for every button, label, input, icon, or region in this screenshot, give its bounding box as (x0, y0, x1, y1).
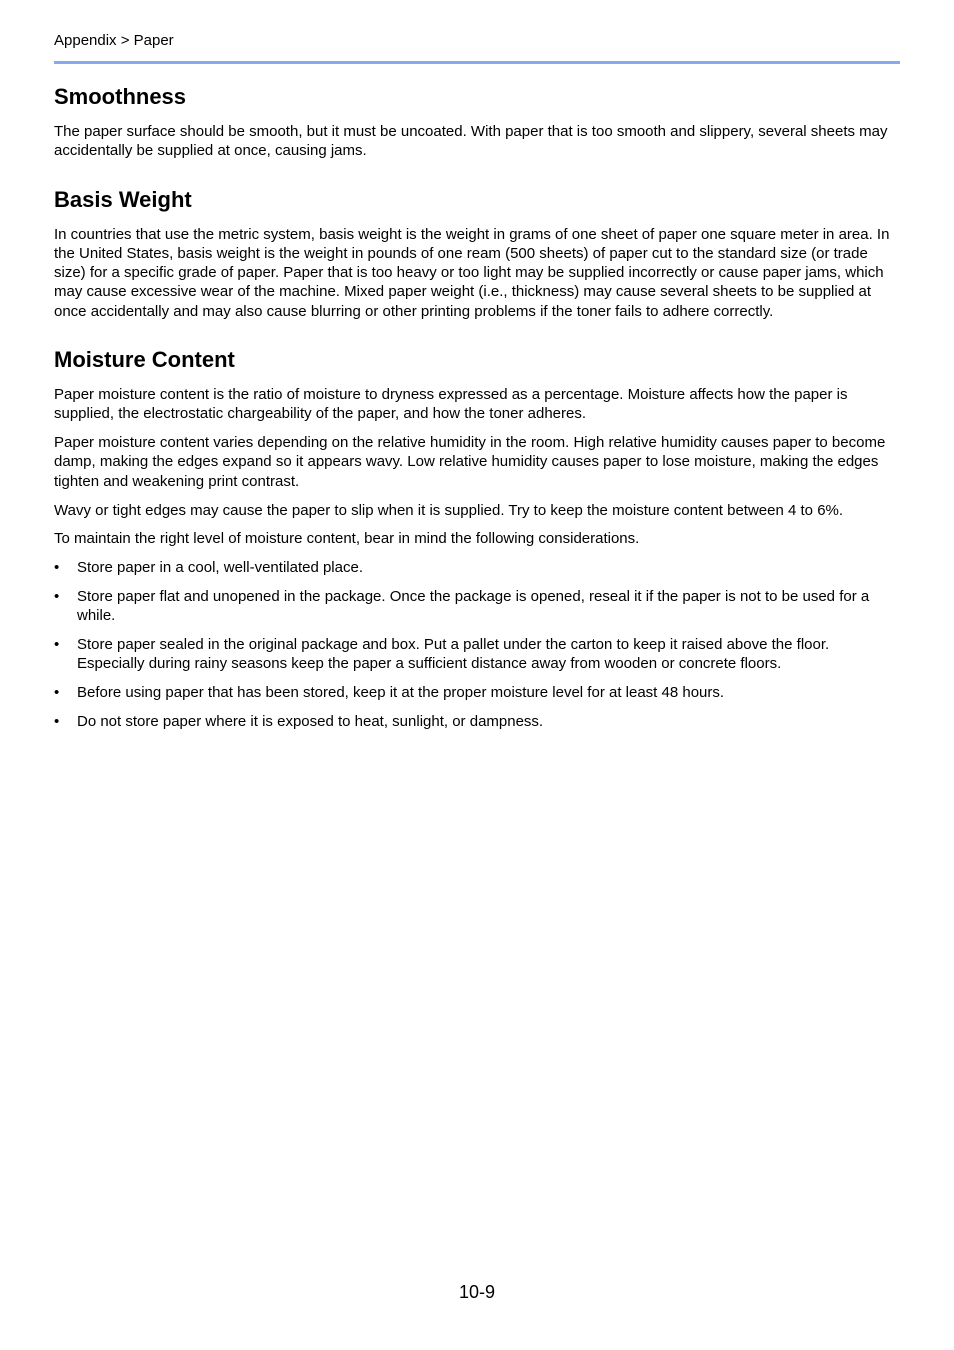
list-item-text: Before using paper that has been stored, keep it at the proper moisture level for at least 48 hours. (77, 684, 725, 702)
list-item (54, 558, 900, 577)
list-item-text: Store paper flat and unopened in the package. Once the package is opened, reseal it if the paper is not to be used for a while. (77, 587, 870, 625)
bullet-icon: • (54, 587, 60, 605)
section-heading: Basis Weight (54, 186, 192, 212)
paragraph: The paper surface should be smooth, but it must be uncoated. With paper that is too smooth and slippery, several sheets may accidentally be supplied at once, causing jams. (54, 123, 888, 160)
list-item-text: Store paper sealed in the original package and box. Put a pallet under the carton to keep it raised above the floor. Especially during rainy seasons keep the paper a sufficient distance away from wooden or concrete floors. (77, 636, 830, 673)
section-heading: Smoothness (54, 84, 187, 109)
list-item-text: Do not store paper where it is exposed to heat, sunlight, or dampness. (77, 712, 544, 730)
page-number: 10-9 (458, 1282, 496, 1302)
paragraph: To maintain the right level of moisture content, bear in mind the following considerations. (54, 530, 640, 548)
header-divider (54, 61, 900, 64)
list-item (54, 683, 900, 702)
section-heading: Moisture Content (54, 347, 235, 373)
section-smoothness (54, 84, 900, 161)
paragraph: Wavy or tight edges may cause the paper to slip when it is supplied. Try to keep the moisture content between 4 to 6%. (54, 501, 844, 519)
paragraph: In countries that use the metric system, basis weight is the weight in grams of one sheet of paper one square meter in area. In the United States, basis weight is the weight in pounds of one ream (500 sheets) of paper cut to the standard size (or trade size) for a specific grade of paper. Paper that is too heavy or too light may be supplied incorrectly or cause paper jams, which may cause excessive wear of the machine. Mixed paper weight (i.e., thickness) may cause several sheets to be supplied at once accidentally and may also cause blurring or other printing problems if the toner fails to adhere correctly. (54, 225, 890, 320)
bullet-icon: • (54, 559, 60, 577)
list-item (54, 635, 900, 674)
breadcrumb: Appendix > Paper (54, 32, 174, 49)
list-item-text: Store paper in a cool, well-ventilated place. (77, 559, 363, 577)
paragraph: Paper moisture content varies depending on the relative humidity in the room. High relative humidity causes paper to become damp, making the edges expand so it appears wavy. Low relative humidity causes paper to lose moisture, making the edges tighten and weakening print contrast. (54, 434, 886, 490)
bullet-icon: • (54, 712, 60, 730)
paragraph: Paper moisture content is the ratio of moisture to dryness expressed as a percentage. Moisture affects how the paper is supplied, the electrostatic chargeability of the paper, and how the toner adheres. (54, 386, 848, 423)
section-basis-weight (54, 187, 900, 321)
bullet-icon: • (54, 636, 60, 654)
list-item (54, 587, 900, 626)
considerations-list (54, 558, 900, 731)
main-content (54, 84, 900, 757)
list-item (54, 712, 900, 731)
bullet-icon: • (54, 684, 60, 702)
section-moisture-content (54, 347, 900, 731)
